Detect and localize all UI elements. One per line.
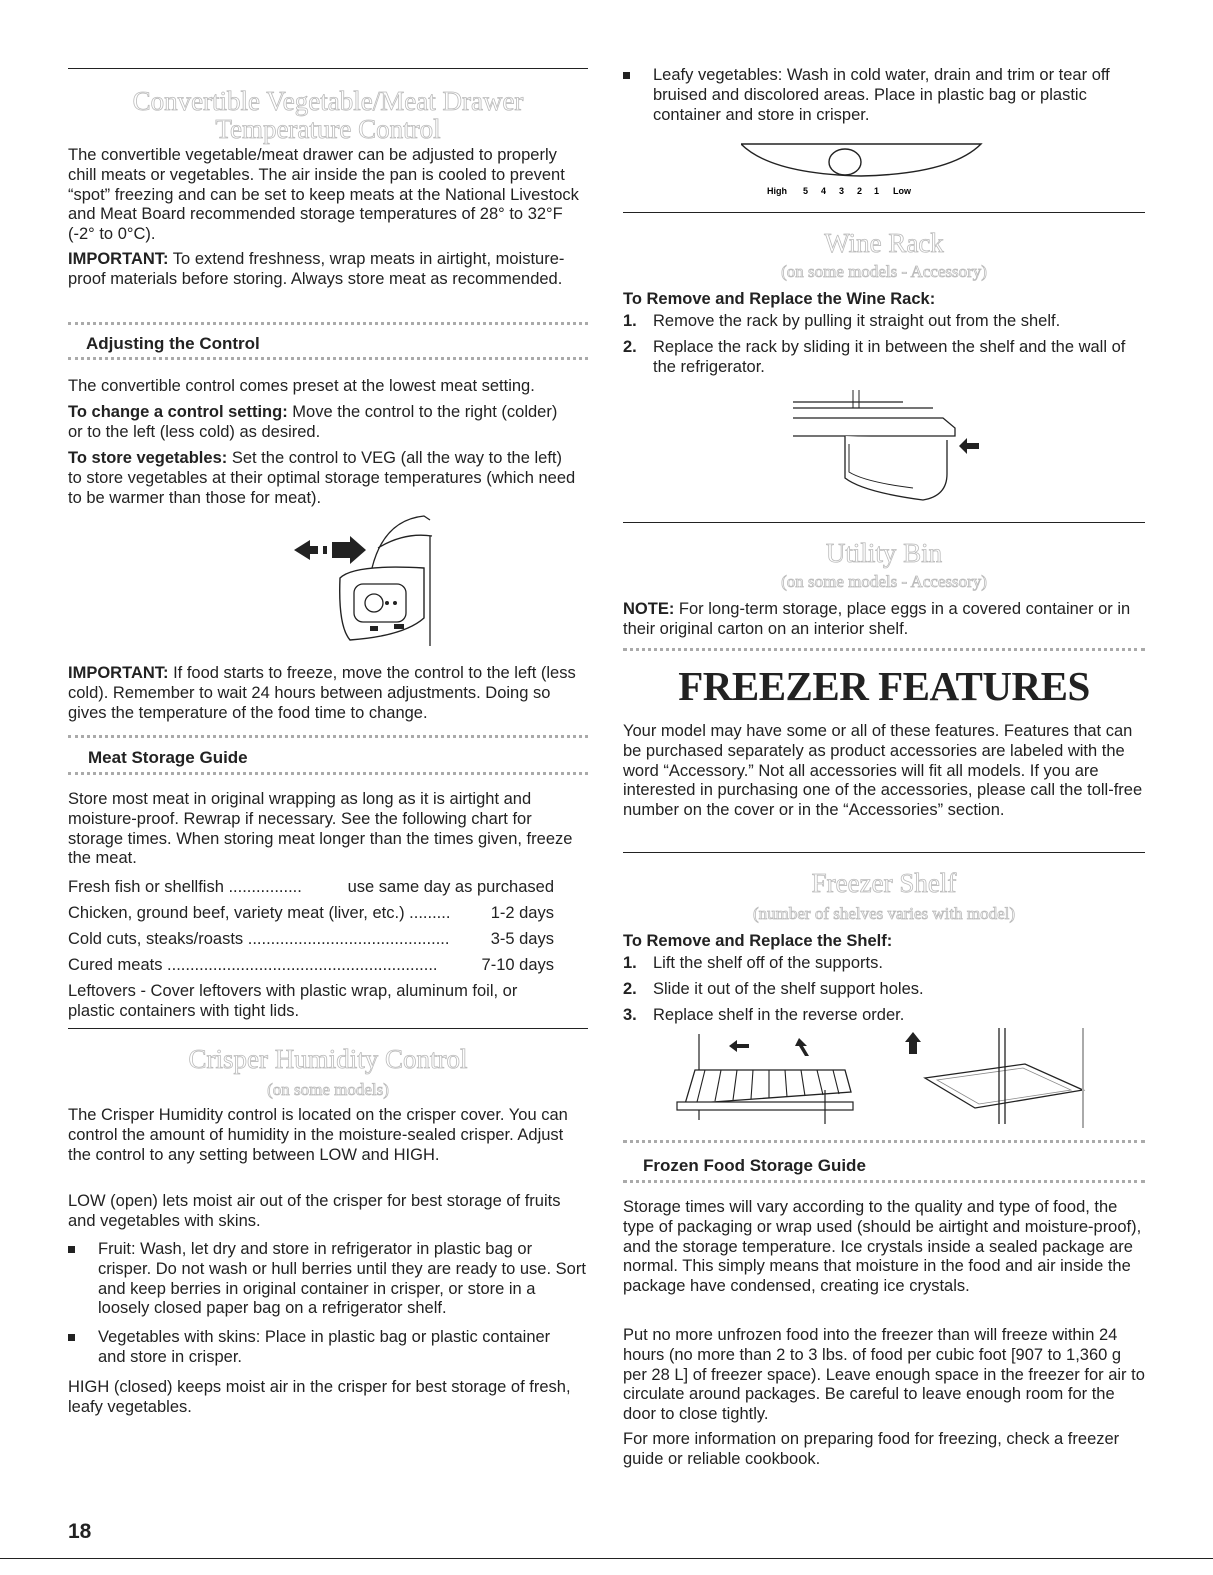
- meat-chart-time: use same day as purchased: [347, 878, 554, 896]
- convertible-drawer-title-line1: Convertible Vegetable/Meat Drawer: [132, 86, 524, 116]
- high-setting-text: HIGH (closed) keeps moist air in the crisper for best storage of fresh, leafy vegetables.: [68, 1378, 571, 1416]
- section-rule: [623, 522, 1145, 523]
- meat-chart-time: 1-2 days: [490, 904, 554, 922]
- dotted-rule: [623, 1180, 1145, 1183]
- dotted-rule: [623, 648, 1145, 651]
- wine-rack-subtitle: (on some models - Accessory): [781, 262, 987, 281]
- utility-note: [623, 600, 1145, 640]
- bullet-fruit-text: Fruit: Wash, let dry and store in refrigerator in plastic bag or crisper. Do not wash or hull berries until they are ready to use. Sort and keep berries in original container in crisper, or store in a loosely closed paper bag on a refrigerator shelf.: [98, 1240, 586, 1318]
- freezer-intro: Your model may have some or all of these features. Features that can be purchased separately as product accessories are labeled with the word “Accessory.” Not all accessories will fit all models. If you are interested in purchasing one of the accessories, please call the toll-free number on the cover or in the “Accessories” section.: [623, 722, 1143, 820]
- utility-bin-title: Utility Bin: [825, 538, 943, 568]
- important-note-2: [68, 664, 588, 723]
- store-vegetables-text: [68, 449, 578, 508]
- bullet-vegetables: [68, 1328, 588, 1372]
- humidity-dial-illustration: [741, 140, 991, 200]
- meat-chart-time: 7-10 days: [481, 956, 554, 974]
- step-number: 2.: [623, 980, 637, 998]
- important-note-1: [68, 250, 588, 290]
- note-text: For long-term storage, place eggs in a covered container or in their original carton on an interior shelf.: [623, 600, 1131, 638]
- freezer-shelf-subtitle: (number of shelves varies with model): [752, 904, 1015, 923]
- meat-storage-text: Store most meat in original wrapping as long as it is airtight and moisture-proof. Rewrap if necessary. See the following chart for storage times. When storing meat longer than the times given, freeze the meat.: [68, 790, 573, 868]
- meat-chart-time: 3-5 days: [490, 930, 554, 948]
- crisper-intro: The Crisper Humidity control is located on the crisper cover. You can control the amount of humidity in the moisture-sealed crisper. Adjust the control to any setting between LOW and HIGH.: [68, 1106, 568, 1164]
- frozen-food-p2: Put no more unfrozen food into the freezer than will freeze within 24 hours (no more than 2 to 3 lbs. of food per cubic foot [907 to 1,360 g per 28 L] of freezer space). Leave enough space in the freezer for air to circulate around packages. Be careful to leave enough room for the door to close tightly.: [623, 1326, 1145, 1424]
- section-rule: [623, 852, 1145, 853]
- section-rule: [68, 1028, 588, 1029]
- important-text: If food starts to freeze, move the control to the left (less cold). Remember to wait 24 hours between adjustments. Doing so gives the temperature of the food time to change.: [68, 664, 576, 722]
- meat-storage-heading: Meat Storage Guide: [88, 748, 248, 767]
- meat-chart-item: Fresh fish or shellfish ................: [68, 878, 302, 896]
- bullet-marker: [68, 1246, 75, 1253]
- bullet-marker: [68, 1334, 75, 1341]
- change-setting-body: Move the control to the right (colder) or to the left (less cold) as desired.: [68, 403, 558, 441]
- convertible-intro: The convertible vegetable/meat drawer can be adjusted to properly chill meats or vegetables. The air inside the pan is cooled to prevent “spot” freezing and can be set to keep meats at the National Livestock and Meat Board recommended storage temperatures of 28° to 32°F (-2° to 0°C).: [68, 146, 579, 244]
- freezer-shelf-side-illustration: [675, 1030, 865, 1126]
- freezer-shelf-support-illustration: [905, 1024, 1095, 1128]
- crisper-humidity-title: Crisper Humidity Control: [188, 1044, 468, 1074]
- important-text: To extend freshness, wrap meats in airtight, moisture-proof materials before storing. Always store meat as recommended.: [68, 250, 565, 288]
- note-label: NOTE:: [623, 600, 675, 618]
- shelf-heading: To Remove and Replace the Shelf:: [623, 932, 893, 950]
- adjusting-text: The convertible control comes preset at the lowest meat setting.: [68, 377, 535, 395]
- crisper-humidity-subtitle: (on some models): [267, 1080, 389, 1099]
- frozen-food-p1: Storage times will vary according to the quality and type of food, the type of packaging or wrap used (should be airtight and moisture-proof), and the storage temperature. Ice crystals inside a sealed package are normal. This simply means that moisture in the food and air inside the package have condensed, creating ice crystals.: [623, 1198, 1142, 1296]
- dial-label: 2: [857, 186, 863, 196]
- page-bottom-rule: [0, 1558, 1213, 1559]
- bullet-leafy-text: Leafy vegetables: Wash in cold water, drain and trim or tear off bruised and discolored areas. Place in plastic bag or plastic container and store in crisper.: [653, 66, 1110, 124]
- step-text: Slide it out of the shelf support holes.: [653, 980, 924, 998]
- drawer-control-illustration: [254, 508, 454, 648]
- section-rule: [623, 212, 1145, 213]
- step-text: Remove the rack by pulling it straight out from the shelf.: [653, 312, 1061, 330]
- bullet-leafy: [623, 66, 1145, 126]
- dial-label: 5: [803, 186, 809, 196]
- frozen-food-p3: For more information on preparing food for freezing, check a freezer guide or reliable cookbook.: [623, 1430, 1120, 1468]
- store-vegetables-body: Set the control to VEG (all the way to the left) to store vegetables at their optimal storage temperatures (which need to be warmer than those for meat).: [68, 449, 576, 507]
- utility-bin-subtitle: (on some models - Accessory): [781, 572, 987, 591]
- step-text: Lift the shelf off of the supports.: [653, 954, 883, 972]
- step-number: 1.: [623, 954, 637, 972]
- meat-chart-item: Cured meats ...........................................................: [68, 956, 438, 974]
- change-setting-label: To change a control setting:: [68, 403, 288, 421]
- wine-rack-illustration: [783, 388, 983, 508]
- dotted-rule: [68, 322, 588, 325]
- dotted-rule: [623, 1140, 1145, 1143]
- bullet-marker: [623, 72, 630, 79]
- dial-label: 1: [874, 186, 880, 196]
- wine-rack-title: Wine Rack: [824, 228, 944, 258]
- step-text: Replace shelf in the reverse order.: [653, 1006, 905, 1024]
- freezer-shelf-title: Freezer Shelf: [811, 868, 957, 898]
- important-label: IMPORTANT:: [68, 664, 169, 682]
- step-text: Replace the rack by sliding it in between the shelf and the wall of the refrigerator.: [653, 338, 1126, 376]
- wine-rack-heading: To Remove and Replace the Wine Rack:: [623, 290, 936, 308]
- dotted-rule: [68, 735, 588, 738]
- freezer-features-title: FREEZER FEATURES: [678, 663, 1090, 709]
- dial-label: Low: [893, 186, 911, 196]
- bullet-fruit: [68, 1240, 588, 1320]
- dial-label: High: [767, 186, 787, 196]
- bullet-vegetables-text: Vegetables with skins: Place in plastic bag or plastic container and store in crisper.: [98, 1328, 551, 1366]
- change-setting-text: [68, 403, 558, 443]
- dial-label: 4: [821, 186, 827, 196]
- low-setting-text: LOW (open) lets moist air out of the crisper for best storage of fruits and vegetables with skins.: [68, 1192, 561, 1230]
- dotted-rule: [68, 357, 588, 360]
- adjusting-control-heading: Adjusting the Control: [86, 334, 260, 353]
- meat-chart-item: Cold cuts, steaks/roasts ............................................: [68, 930, 450, 948]
- dotted-rule: [68, 772, 588, 775]
- important-label: IMPORTANT:: [68, 250, 169, 268]
- store-vegetables-label: To store vegetables:: [68, 449, 228, 467]
- step-number: 2.: [623, 338, 637, 356]
- meat-chart-item: Chicken, ground beef, variety meat (liver, etc.) .........: [68, 904, 451, 922]
- step-number: 3.: [623, 1006, 637, 1024]
- step-number: 1.: [623, 312, 637, 330]
- leftovers-text: Leftovers - Cover leftovers with plastic wrap, aluminum foil, or plastic containers with tight lids.: [68, 982, 518, 1020]
- frozen-food-heading: Frozen Food Storage Guide: [643, 1156, 866, 1175]
- dial-label: 3: [839, 186, 845, 196]
- convertible-drawer-title-line2: Temperature Control: [215, 114, 441, 144]
- page-number: 18: [68, 1520, 92, 1543]
- section-rule: [68, 68, 588, 69]
